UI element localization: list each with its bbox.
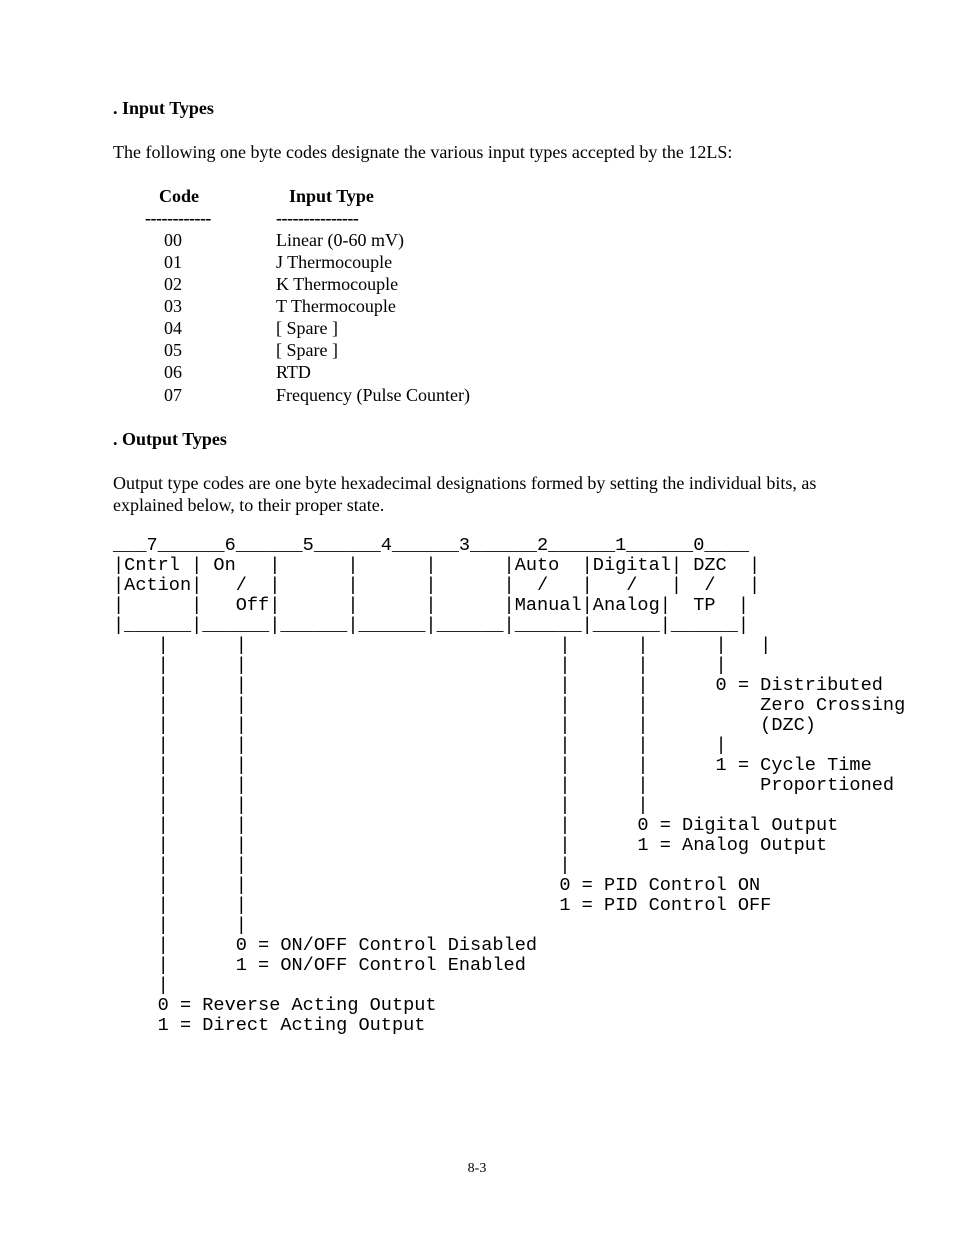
input-type-cell: [ Spare ]	[276, 318, 338, 338]
input-types-heading: . Input Types	[113, 98, 214, 118]
input-types-intro: The following one byte codes designate the various input types accepted by the 12LS:	[113, 142, 733, 162]
input-type-cell: Linear (0-60 mV)	[276, 230, 404, 250]
table-row	[0, 273, 954, 295]
code-cell: 05	[164, 340, 182, 360]
code-cell: 03	[164, 296, 182, 316]
table-row	[0, 229, 954, 251]
table-row	[0, 384, 954, 406]
page-number: 8-3	[467, 1161, 487, 1176]
input-type-cell: RTD	[276, 362, 311, 382]
table-row	[0, 339, 954, 361]
input-type-column-header: Input Type	[289, 186, 374, 206]
code-cell: 01	[164, 252, 182, 272]
input-type-cell: J Thermocouple	[276, 252, 393, 272]
output-types-heading: . Output Types	[113, 429, 227, 449]
table-row	[0, 361, 954, 383]
code-cell: 04	[164, 318, 182, 338]
code-cell: 00	[164, 230, 182, 250]
table-row	[0, 295, 954, 317]
input-type-cell: K Thermocouple	[276, 274, 399, 294]
code-cell: 06	[164, 362, 182, 382]
input-type-cell: T Thermocouple	[276, 296, 396, 316]
input-type-cell: Frequency (Pulse Counter)	[276, 385, 470, 405]
code-column-rule: ------------	[145, 208, 211, 228]
table-row	[0, 317, 954, 339]
input-type-column-rule: ---------------	[276, 208, 359, 228]
code-column-header: Code	[159, 186, 199, 206]
output-types-intro: Output type codes are one byte hexadecimal designations formed by setting the individual bits, as explained below, to their proper state.	[113, 473, 817, 515]
output-bit-diagram: ___7______6______5______4______3______2______1______0____ |Cntrl | On | | | |Auto |Digital| DZC | |Action| / | | | | / | / | / | | | Off| | | |Manual|Analog| TP | |______|______|______|______|______|______|______|______| | | | | | | | | | | | | | | | 0 = Distributed | | | | Zero Crossing | | | | (DZC) | | | | | | | | | 1 = Cycle Time | | | | Proportioned | | | | | | | 0 = Digital Output | | | 1 = Analog Output | | | | | 0 = PID Control ON | | 1 = PID Control OFF | | | 0 = ON/OFF Control Disabled | 1 = ON/OFF Control Enabled | 0 = Reverse Acting Output 1 = Direct Acting Output	[113, 535, 906, 1036]
input-type-cell: [ Spare ]	[276, 340, 338, 360]
code-cell: 07	[164, 385, 182, 405]
table-row	[0, 251, 954, 273]
code-cell: 02	[164, 274, 182, 294]
